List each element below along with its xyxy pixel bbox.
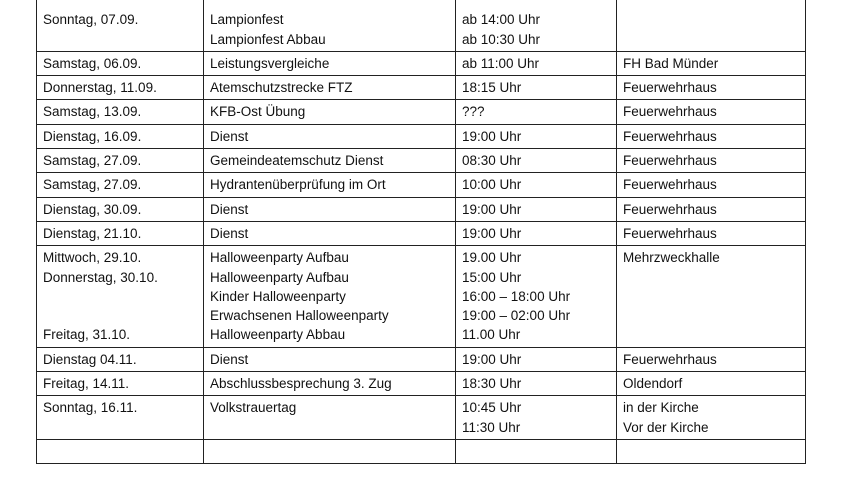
time-cell	[456, 439, 617, 463]
event-cell: Dienst	[204, 221, 456, 245]
schedule-table	[36, 0, 806, 464]
date-cell: Samstag, 27.09.	[37, 173, 204, 197]
table-row	[37, 197, 806, 221]
place-cell: Feuerwehrhaus	[617, 100, 806, 124]
date-cell: Samstag, 27.09.	[37, 149, 204, 173]
event-cell: Atemschutzstrecke FTZ	[204, 76, 456, 100]
place-cell: Oldendorf	[617, 372, 806, 396]
time-cell: 19:00 Uhr	[456, 124, 617, 148]
event-cell: Lampionfest Lampionfest Abbau	[204, 0, 456, 51]
time-cell: 10:00 Uhr	[456, 173, 617, 197]
event-cell: Gemeindeatemschutz Dienst	[204, 149, 456, 173]
event-cell: Abschlussbesprechung 3. Zug	[204, 372, 456, 396]
place-cell: Feuerwehrhaus	[617, 149, 806, 173]
table-row	[37, 124, 806, 148]
table-row	[37, 0, 806, 51]
event-cell: Halloweenparty Aufbau Halloweenparty Aufbau Kinder Halloweenparty Erwachsenen Halloweenparty Halloweenparty Abbau	[204, 246, 456, 347]
time-cell: 19:00 Uhr	[456, 197, 617, 221]
date-cell	[37, 439, 204, 463]
time-cell: 08:30 Uhr	[456, 149, 617, 173]
date-cell: Samstag, 06.09.	[37, 51, 204, 75]
table-row	[37, 76, 806, 100]
event-cell: Dienst	[204, 347, 456, 371]
time-cell: 18:30 Uhr	[456, 372, 617, 396]
event-cell	[204, 439, 456, 463]
date-cell: Dienstag 04.11.	[37, 347, 204, 371]
date-cell: Donnerstag, 11.09.	[37, 76, 204, 100]
table-row	[37, 439, 806, 463]
date-cell: Mittwoch, 29.10. Donnerstag, 30.10. Freitag, 31.10.	[37, 246, 204, 347]
place-cell	[617, 439, 806, 463]
date-cell: Freitag, 14.11.	[37, 372, 204, 396]
table-row	[37, 221, 806, 245]
date-cell: Sonntag, 07.09.	[37, 0, 204, 51]
date-cell: Sonntag, 16.11.	[37, 396, 204, 440]
date-cell: Dienstag, 30.09.	[37, 197, 204, 221]
date-cell: Dienstag, 21.10.	[37, 221, 204, 245]
event-cell: KFB-Ost Übung	[204, 100, 456, 124]
place-cell: Mehrzweckhalle	[617, 246, 806, 347]
time-cell: ab 14:00 Uhr ab 10:30 Uhr	[456, 0, 617, 51]
time-cell: ab 11:00 Uhr	[456, 51, 617, 75]
time-cell: 10:45 Uhr 11:30 Uhr	[456, 396, 617, 440]
time-cell: 19.00 Uhr 15:00 Uhr 16:00 – 18:00 Uhr 19:00 – 02:00 Uhr 11.00 Uhr	[456, 246, 617, 347]
table-row	[37, 396, 806, 440]
place-cell: Feuerwehrhaus	[617, 173, 806, 197]
date-cell: Dienstag, 16.09.	[37, 124, 204, 148]
table-row	[37, 51, 806, 75]
place-cell: Feuerwehrhaus	[617, 197, 806, 221]
place-cell: Feuerwehrhaus	[617, 124, 806, 148]
time-cell: 19:00 Uhr	[456, 221, 617, 245]
place-cell: Feuerwehrhaus	[617, 347, 806, 371]
table-row	[37, 149, 806, 173]
place-cell: in der Kirche Vor der Kirche	[617, 396, 806, 440]
event-cell: Dienst	[204, 197, 456, 221]
schedule-sheet	[36, 0, 805, 464]
event-cell: Volkstrauertag	[204, 396, 456, 440]
place-cell: Feuerwehrhaus	[617, 221, 806, 245]
time-cell: 18:15 Uhr	[456, 76, 617, 100]
table-row	[37, 246, 806, 347]
place-cell: FH Bad Münder	[617, 51, 806, 75]
table-row	[37, 347, 806, 371]
event-cell: Dienst	[204, 124, 456, 148]
place-cell: Feuerwehrhaus	[617, 76, 806, 100]
date-cell: Samstag, 13.09.	[37, 100, 204, 124]
event-cell: Hydrantenüberprüfung im Ort	[204, 173, 456, 197]
time-cell: ???	[456, 100, 617, 124]
event-cell: Leistungsvergleiche	[204, 51, 456, 75]
table-row	[37, 372, 806, 396]
time-cell: 19:00 Uhr	[456, 347, 617, 371]
table-row	[37, 173, 806, 197]
table-row	[37, 100, 806, 124]
place-cell	[617, 0, 806, 51]
